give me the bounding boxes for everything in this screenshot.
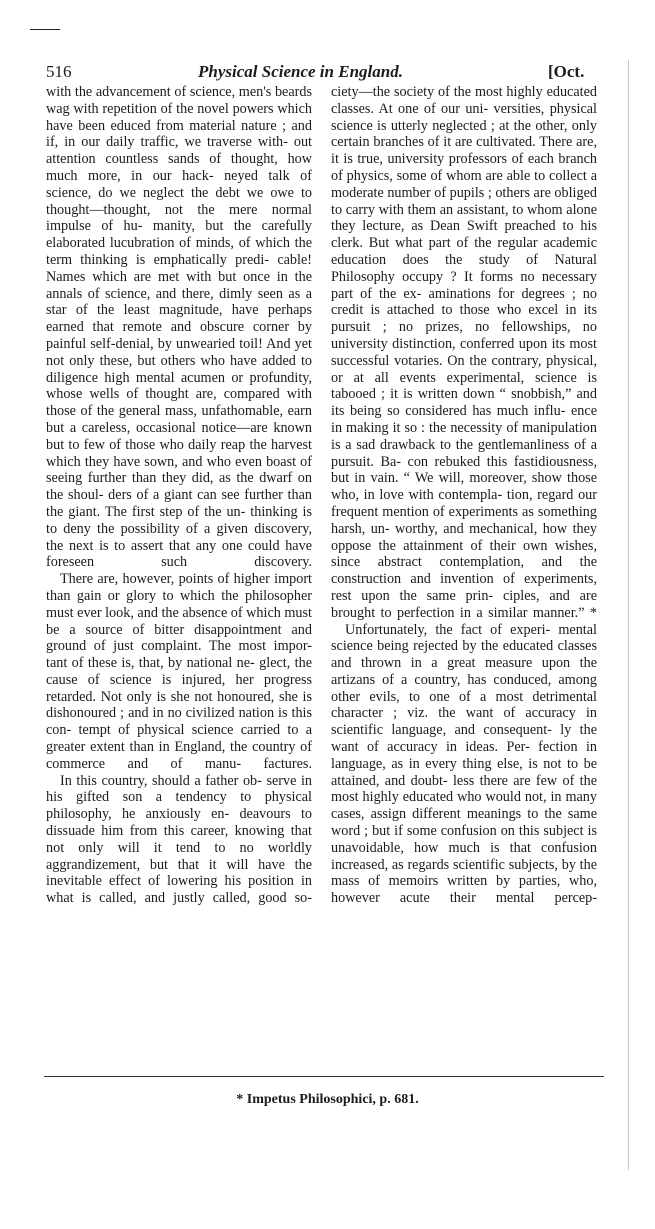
left-column xyxy=(46,84,312,907)
page-edge-line xyxy=(628,60,629,1170)
footnote-rule xyxy=(44,1076,604,1077)
running-title: Physical Science in England. xyxy=(198,62,403,81)
right-paragraph-1: ciety—the society of the most highly educated classes. At one of our uni- versities, physical science is utterly neglected ; at the other, only certain branches of it are cultivated. There are, it is true, university professors of each branch of physics, some of whom are able to collect a moderate number of pupils ; others are obliged to carry with them an assistant, to whom alone they lecture, as Dean Swift preached to his clerk. But what part of the regular academic education does the study of Natural Philosophy occupy ? It forms no necessary part of the ex- aminations for degrees ; no credit is attached to those who excel in its pursuit ; no prizes, no fellowships, no university distinction, conferred upon its most successful votaries. On the contrary, physical, or at all events experimental, science is tabooed ; it is written down “ snobbish,” and its being so considered has much influ- ence in making it so : the necessity of manipulation is a sad drawback to the gentlemanliness of a pursuit. Ba- con rebuked this fastidiousness, but in vain. “ We will, moreover, show those who, in love with contempla- tion, regard our frequent mention of experiments as something harsh, un- worthy, and mechanical, how they oppose the attainment of their own wishes, since abstract contemplation, and the construction and invention of experiments, rest upon the same prin- ciples, and are brought to perfection in a similar manner.” * xyxy=(331,84,597,621)
running-header xyxy=(0,62,655,84)
right-column xyxy=(331,84,597,907)
issue-month: [Oct. xyxy=(548,62,585,81)
top-rule xyxy=(30,29,60,30)
right-paragraph-2: Unfortunately, the fact of experi- mental science being rejected by the educated classes and thrown in a great measure upon the artizans of a country, has conduced, among other evils, to one of a most detrimental character ; viz. the want of accuracy in scientific language, and consequent- ly the want of accuracy in ideas. Per- fection in language, as in every thing else, is not to be attained, and doubt- less there are few of the most highly educated who would not, in many cases, assign different meanings to the same word ; but if some confusion on this subject is unavoidable, how much is that confusion increased, as regards scientific subjects, by the mass of memoirs written by parties, who, however acute their mental percep- xyxy=(331,621,597,907)
left-paragraph-2: There are, however, points of higher import than gain or glory to which the philosopher must ever look, and the absence of which must be a source of bitter disappointment and ground of just complaint. The most impor- tant of these is, that, by national ne- glect, the cause of science is injured, her progress retarded. Not only is she not honoured, she is dishonoured ; and in no civilized nation is this con- tempt of physical science carried to a greater extent than in England, the country of commerce and of manu- factures. xyxy=(46,571,312,772)
left-paragraph-3: In this country, should a father ob- serve in his gifted son a tendency to physical philosophy, he anxiously en- deavours to dissuade him from this career, knowing that not only will it tend to no worldly aggrandizement, but that it will have the inevitable effect of lowering his position in what is called, and justly called, good so- xyxy=(46,772,312,907)
page-number: 516 xyxy=(46,62,72,81)
footnote: * Impetus Philosophici, p. 681. xyxy=(236,1092,419,1107)
left-paragraph-1: with the advancement of science, men's beards wag with repetition of the novel powers which have been educed from material nature ; and if, in our daily traffic, we traverse with- out attention countless sands of thought, how much more, in our hack- neyed talk of science, do we neglect the debt we owe to thought—thought, not the mere normal impulse of hu- manity, but the carefully elaborated lucubration of minds, of which the term thinking is emphatically predi- cable! Names which are met with but once in the annals of science, and there, dimly seen as a star of the least magnitude, have perhaps earned that remote and obscure corner by painful self-denial, by unwearied toil! And yet not only these, but others who have added to diligence high mental acumen or profundity, whose wells of thought are, compared with those of the general mass, unfathomable, earn but a careless, occasional notice—are known but to few of those who daily reap the harvest which they have sown, and who even boast of seeing further than they did, as the dwarf on the shoul- ders of a giant can see further than the giant. The first step of the un- thinking is to deny the possibility of a given discovery, the next is to assert that any one could have foreseen such discovery. xyxy=(46,84,312,571)
